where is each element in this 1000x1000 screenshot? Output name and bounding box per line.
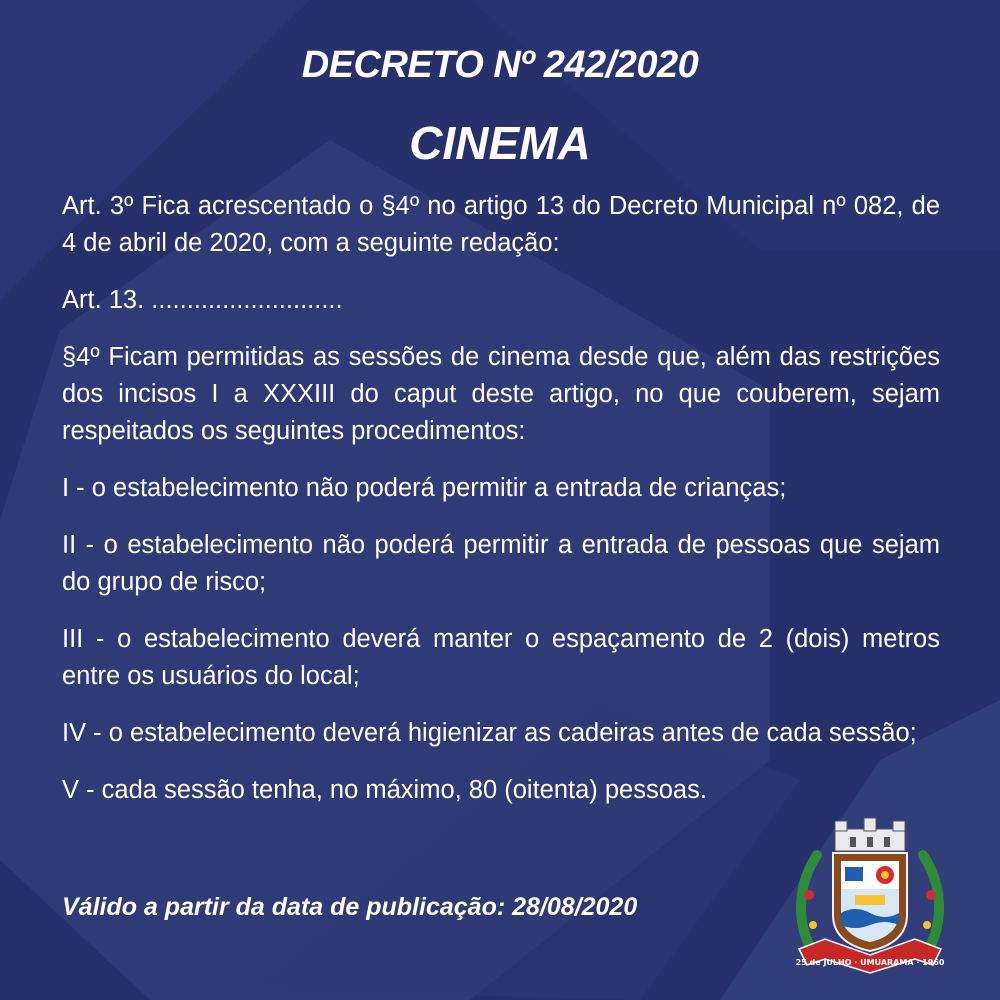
paragraph-article-13: Art. 13. ........................... [62, 286, 343, 314]
umuarama-coat-of-arms-icon [795, 815, 945, 975]
decree-body [62, 188, 940, 829]
validity-note: Válido a partir da data de publicação: 28/08/2020 [62, 893, 638, 921]
paragraph-article-3: Art. 3º Fica acrescentado o §4º no artigo 13 do Decreto Municipal nº 082, de 4 de abril de 2020, com a seguinte redação: [62, 192, 940, 257]
paragraph-item-ii: II - o estabelecimento não poderá permitir a entrada de pessoas que sejam do grupo de risco; [62, 531, 940, 596]
paragraph-item-i: I - o estabelecimento não poderá permitir a entrada de crianças; [62, 474, 787, 502]
paragraph-section-4: §4º Ficam permitidas as sessões de cinema desde que, além das restrições dos incisos I a XXXIII do caput deste artigo, no que couberem, sejam respeitados os seguintes procedimentos: [62, 343, 940, 445]
paragraph-item-v: V - cada sessão tenha, no máximo, 80 (oitenta) pessoas. [62, 776, 707, 804]
crest-ribbon-text: 25 de JULHO · UMUARAMA · 1960 [795, 958, 945, 967]
paragraph-item-iii: III - o estabelecimento deverá manter o espaçamento de 2 (dois) metros entre os usuários do local; [62, 625, 940, 690]
subject-title: CINEMA [409, 117, 591, 169]
decree-title: DECRETO Nº 242/2020 [301, 44, 699, 86]
paragraph-item-iv: IV - o estabelecimento deverá higienizar as cadeiras antes de cada sessão; [62, 719, 917, 747]
